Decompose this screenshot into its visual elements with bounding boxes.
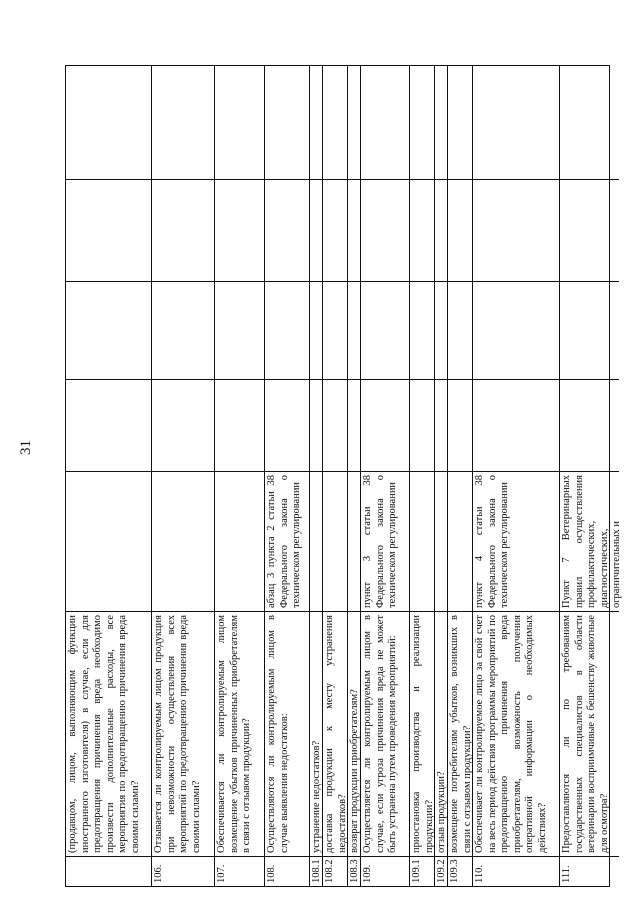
row-number: 110.	[473, 856, 559, 886]
row-number: 109.1	[410, 856, 434, 886]
answer-cell-no	[560, 281, 619, 379]
answer-cell-not-applicable	[265, 179, 309, 281]
table-row	[310, 66, 323, 886]
legal-reference	[348, 471, 360, 611]
requirement-question: Предоставляются ли по требованиям государственных специалистов в области ветеринарии восприимчивые к бешенству животные для осмотра?	[560, 611, 619, 856]
answer-cell-no	[361, 281, 409, 379]
answer-cell-not-applicable	[435, 179, 447, 281]
table-row	[435, 66, 448, 886]
row-number: 109.	[361, 856, 409, 886]
legal-reference	[215, 471, 264, 611]
note-cell	[473, 64, 559, 179]
legal-reference: пункт 3 статьи 38 Федерального закона о техническом регулировании	[361, 471, 409, 611]
legal-reference	[410, 471, 434, 611]
answer-cell-not-applicable	[361, 179, 409, 281]
legal-reference: пункт 4 статьи 38 Федерального закона о техническом регулировании	[473, 471, 559, 611]
row-number: 107.	[215, 856, 264, 886]
answer-cell-not-applicable	[215, 179, 264, 281]
page-number: 31	[18, 440, 34, 455]
requirement-question: Обеспечивается ли контролируемым лицом возмещение убытков причиненных приобретателям в связи с отзывом продукции?	[215, 611, 264, 856]
note-cell	[152, 64, 214, 179]
legal-reference	[66, 471, 151, 611]
answer-cell-not-applicable	[66, 179, 151, 281]
row-number: 106.	[152, 856, 214, 886]
row-number: 108.1	[310, 856, 322, 886]
requirement-question: доставка продукции к месту устранения недостатков?	[323, 611, 347, 856]
table-row	[265, 66, 310, 886]
row-number: 109.2	[435, 856, 447, 886]
requirement-question: Отзывается ли контролируемым лицом продукция при невозможности осуществления всех мероприятий по предотвращению причинения вреда своими силами?	[152, 611, 214, 856]
answer-cell-yes	[265, 379, 309, 471]
answer-cell-yes	[348, 379, 360, 471]
requirement-question: Обеспечивает ли контролируемое лицо за свой счет на весь период действия программы мероприятий по предотвращению причинения вреда приобретателям, возможность получения оперативной информации о необходимых действиях?	[473, 611, 559, 856]
answer-cell-yes	[361, 379, 409, 471]
answer-cell-not-applicable	[448, 179, 472, 281]
answer-cell-yes	[215, 379, 264, 471]
note-cell	[560, 64, 619, 179]
table-row	[152, 66, 215, 886]
note-cell	[323, 64, 347, 179]
requirement-question: устранение недостатков?	[310, 611, 322, 856]
answer-cell-no	[215, 281, 264, 379]
requirement-question: (продавцом, лицом, выполняющим функции иностранного изготовителя) в случае, если для предотвращения причинения вреда необходимо произвести дополнительные расходы, все мероприятия по предотвращению причинения вреда своими силами?	[66, 611, 151, 856]
answer-cell-no	[66, 281, 151, 379]
note-cell	[361, 64, 409, 179]
requirement-question: Осуществляется ли контролируемым лицом в случае, если угроза причинения вреда не может быть устранена путем проведения мероприятий:	[361, 611, 409, 856]
answer-cell-yes	[410, 379, 434, 471]
note-cell	[448, 64, 472, 179]
answer-cell-no	[265, 281, 309, 379]
note-cell	[410, 64, 434, 179]
answer-cell-yes	[435, 379, 447, 471]
row-number: 108.3	[348, 856, 360, 886]
answer-cell-not-applicable	[473, 179, 559, 281]
answer-cell-yes	[310, 379, 322, 471]
answer-cell-no	[348, 281, 360, 379]
checklist-table	[65, 65, 622, 887]
answer-cell-not-applicable	[152, 179, 214, 281]
note-cell	[348, 64, 360, 179]
table-row	[323, 66, 348, 886]
table-row	[410, 66, 435, 886]
answer-cell-yes	[473, 379, 559, 471]
row-number: 111.	[560, 856, 619, 886]
answer-cell-yes	[323, 379, 347, 471]
answer-cell-not-applicable	[560, 179, 619, 281]
answer-cell-not-applicable	[310, 179, 322, 281]
table-row	[473, 66, 560, 886]
answer-cell-not-applicable	[348, 179, 360, 281]
requirement-question: Осуществляются ли контролируемым лицом в случае выявления недостатков:	[265, 611, 309, 856]
answer-cell-no	[310, 281, 322, 379]
legal-reference: Пункт 7 Ветеринарных правил осуществления профилактических, диагностических, ограничительных и	[560, 471, 619, 611]
note-cell	[310, 64, 322, 179]
answer-cell-no	[323, 281, 347, 379]
table-row	[348, 66, 361, 886]
row-number: 108.	[265, 856, 309, 886]
table-row	[560, 66, 622, 886]
legal-reference	[152, 471, 214, 611]
legal-reference	[435, 471, 447, 611]
note-cell	[265, 64, 309, 179]
note-cell	[66, 64, 151, 179]
row-number	[66, 856, 151, 886]
answer-cell-yes	[152, 379, 214, 471]
legal-reference: абзац 3 пункта 2 статьи 38 Федерального закона о техническом регулировании	[265, 471, 309, 611]
legal-reference	[310, 471, 322, 611]
row-number: 109.3	[448, 856, 472, 886]
requirement-question: приостановка производства и реализации продукции?	[410, 611, 434, 856]
answer-cell-yes	[66, 379, 151, 471]
answer-cell-not-applicable	[410, 179, 434, 281]
answer-cell-no	[410, 281, 434, 379]
answer-cell-no	[435, 281, 447, 379]
table-row	[66, 66, 152, 886]
answer-cell-yes	[448, 379, 472, 471]
answer-cell-no	[473, 281, 559, 379]
table-row	[215, 66, 265, 886]
note-cell	[215, 64, 264, 179]
note-cell	[435, 64, 447, 179]
answer-cell-not-applicable	[323, 179, 347, 281]
answer-cell-no	[152, 281, 214, 379]
answer-cell-no	[448, 281, 472, 379]
table-row	[361, 66, 410, 886]
answer-cell-yes	[560, 379, 619, 471]
legal-reference	[448, 471, 472, 611]
requirement-question: возмещение потребителям убытков, возникших в связи с отзывом продукции?	[448, 611, 472, 856]
row-number: 108.2	[323, 856, 347, 886]
legal-reference	[323, 471, 347, 611]
requirement-question: возврат продукции приобретателям?	[348, 611, 360, 856]
requirement-question: отзыв продукции?	[435, 611, 447, 856]
table-row	[448, 66, 473, 886]
